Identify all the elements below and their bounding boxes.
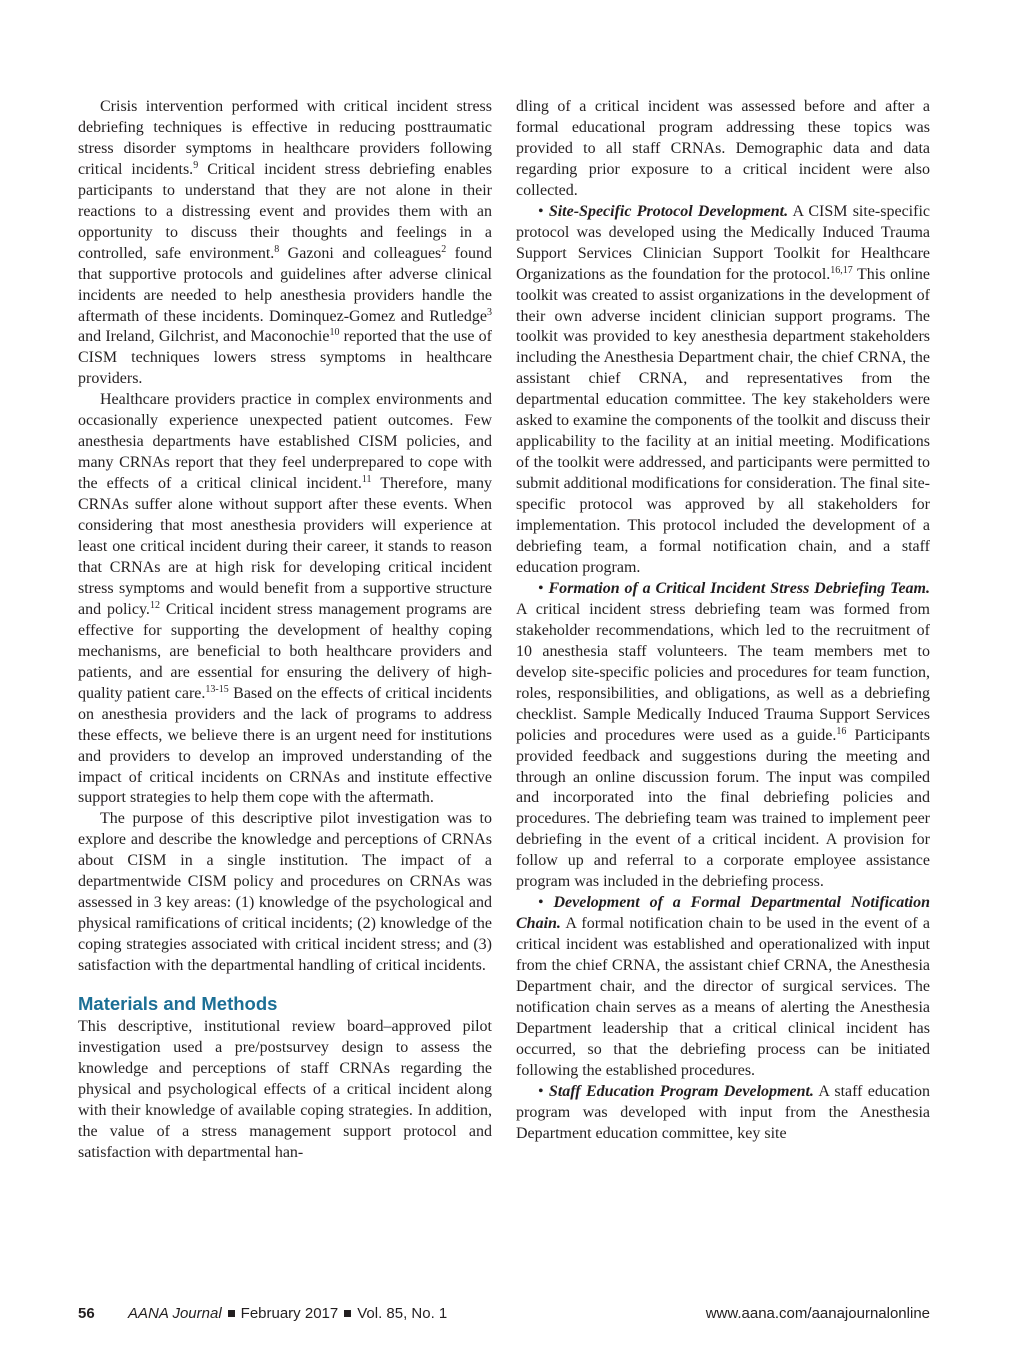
text-run: A formal notification chain to be used in the event of a critical incident was established and operationalized with input from the chief CRNA, the assistant chief CRNA, the Anesthesia Department chair, and the director of surgical services. The notification chain serves as a means of alerting the Anesthesia Department leadership that a critical clinical incident has occurred, so that the debriefing process can be initiated following the established procedures. [516,915,930,1079]
text-run: The purpose of this descriptive pilot investigation was to explore and describe the knowledge and perceptions of CRNAs about CISM in a single institution. The impact of a departmentwide CISM policy and procedures on CRNAs was assessed in 3 key areas: (1) knowledge of the psychological and physical ramifications of critical incidents; (2) knowledge of the coping strategies associated with critical incident stress; and (3) satisfaction with the departmental handling of critical incidents. [78,810,492,975]
paragraph [78,1017,492,1164]
citation-superscript: 11 [361,474,372,486]
bullet-paragraph [516,1082,930,1145]
text-run: This descriptive, institutional review board–approved pilot investigation used a pre/postsurvey design to assess the knowledge and perceptions of staff CRNAs regarding the physical and psychological effects of a critical incident along with their knowledge of available coping strategies. In addition, the value of a stress management support protocol and satisfaction with departmental han- [78,1018,492,1161]
citation-superscript: 16,17 [830,264,853,276]
text-run: • [538,579,549,597]
text-run: • [538,1082,549,1100]
bullet-paragraph [516,893,930,1082]
text-run: and Ireland, Gilchrist, and Maconochie [78,328,330,346]
citation-superscript: 13-15 [205,683,229,695]
text-run: Based on the effects of critical incidents on anesthesia providers and the lack of programs to address these effects, we believe there is an urgent need for institutions and providers to develop an improved understanding of the impact of critical incidents on CRNAs and institute effective support strategies to help them cope with the aftermath. [78,684,493,807]
citation-superscript: 9 [193,159,199,171]
paragraph [78,97,492,390]
page-number: 56 [78,1305,95,1322]
run-in-heading: Staff Education Program Development. [548,1082,814,1100]
page-footer [78,1305,930,1327]
issue-date: February 2017 [240,1305,339,1322]
bullet-paragraph [516,202,930,579]
left-column [78,97,492,1164]
text-run: • [538,202,549,220]
text-run: This online toolkit was created to assist organizations in the development of their own adverse incident clinician support programs. The toolkit was provided to key anesthesia department stakeholders including the Anesthesia Department chair, the chief CRNA, the assistant chief CRNA, and representatives from the departmental education committee. The key stakeholders were asked to examine the components of the toolkit and discuss their applicability to the facility at an initial meeting. Modifications of the toolkit were addressed, and participants were permitted to submit additional modifications for consideration. The final site-specific protocol was approved by all stakeholders for implementation. This protocol included the development of a debriefing team, a formal notification chain, and a staff education program. [516,265,930,576]
citation-superscript: 2 [441,243,447,255]
text-run: Critical incident stress debriefing enables participants to understand that they are not alone in their reactions to a distressing event and provides them with an opportunity to discuss their thoughts and feelings in a controlled, safe environment. [78,160,492,262]
run-in-heading: Development of a Formal Departmental Notification Chain. [516,894,930,933]
text-run: Gazoni and colleagues [279,244,442,262]
paragraph [78,809,492,977]
citation-superscript: 10 [329,327,340,339]
text-run: A CISM site-specific protocol was developed using the Medically Induced Trauma Support Services Clinician Support Toolkit for Healthcare Organizations as the foundation for the protocol. [516,202,930,283]
square-separator-icon [344,1310,351,1317]
run-in-heading: Formation of a Critical Incident Stress Debriefing Team. [548,579,931,597]
text-run: A staff education program was developed with input from the Anesthesia Department education committee, key site [516,1082,930,1142]
run-in-heading: Site-Specific Protocol Development. [548,202,789,220]
text-run: Participants provided feedback and suggestions during the meeting and through an online discussion forum. The input was compiled and incorporated into the final debriefing policies and procedures. The debriefing team was trained to implement peer debriefing in the event of a critical incident. A provision for follow up and referral to a corporate employee assistance program was included in the debriefing process. [516,726,930,891]
text-run: Crisis intervention performed with critical incident stress debriefing techniques is effective in reducing posttraumatic stress disorder symptoms in healthcare providers following critical incidents. [78,98,492,178]
text-run: reported that the use of CISM techniques lowers stress symptoms in healthcare providers. [78,328,493,388]
paragraph [516,97,930,202]
citation-superscript: 16 [836,725,847,737]
section-heading: Materials and Methods [78,993,278,1015]
paragraph [78,390,492,809]
journal-citation [128,1305,447,1322]
citation-superscript: 3 [487,306,492,318]
text-run: Therefore, many CRNAs suffer alone without support after these events. When considering that most anesthesia providers will experience at least one critical incident during their career, it stands to reason that CRNAs are at high risk for developing critical incident stress symptoms and would benefit from a supportive structure and policy. [78,475,493,618]
text-run: • [538,894,554,912]
citation-superscript: 8 [274,243,280,255]
journal-url[interactable]: www.aana.com/aanajournalonline [705,1305,930,1322]
text-run: A critical incident stress debriefing team was formed from stakeholder recommendations, which led to the recruitment of 10 anesthesia staff volunteers. The team members met to develop site-specific policies and procedures for team function, roles, responsibilities, and obligations, as well as a debriefing checklist. Sample Medically Induced Trauma Support Services policies and procedures were used as a guide. [516,600,930,744]
right-column [516,97,930,1145]
citation-superscript: 12 [149,599,160,611]
text-run: found that supportive protocols and guidelines after adverse clinical incidents are needed to help anesthesia providers handle the aftermath of these incidents. Dominquez-Gomez and Rutledge [78,244,492,325]
volume: Vol. 85, No. 1 [357,1305,448,1322]
text-run: Critical incident stress management programs are effective for supporting the development of healthy coping mechanisms, are beneficial to both healthcare providers and patients, and are essential for ensuring the delivery of high-quality patient care. [78,600,492,702]
bullet-paragraph [516,579,930,893]
text-run: dling of a critical incident was assessed before and after a formal educational program addressing these topics was provided to all staff CRNAs. Demographic data and data regarding prior exposure to a critical incident were also collected. [516,98,930,199]
text-run: Healthcare providers practice in complex environments and occasionally experience unexpected patient outcomes. Few anesthesia departments have established CISM policies, and many CRNAs report that they feel underprepared to cope with the effects of a critical clinical incident. [78,391,492,493]
square-separator-icon [228,1310,235,1317]
journal-name: AANA Journal [128,1305,222,1322]
